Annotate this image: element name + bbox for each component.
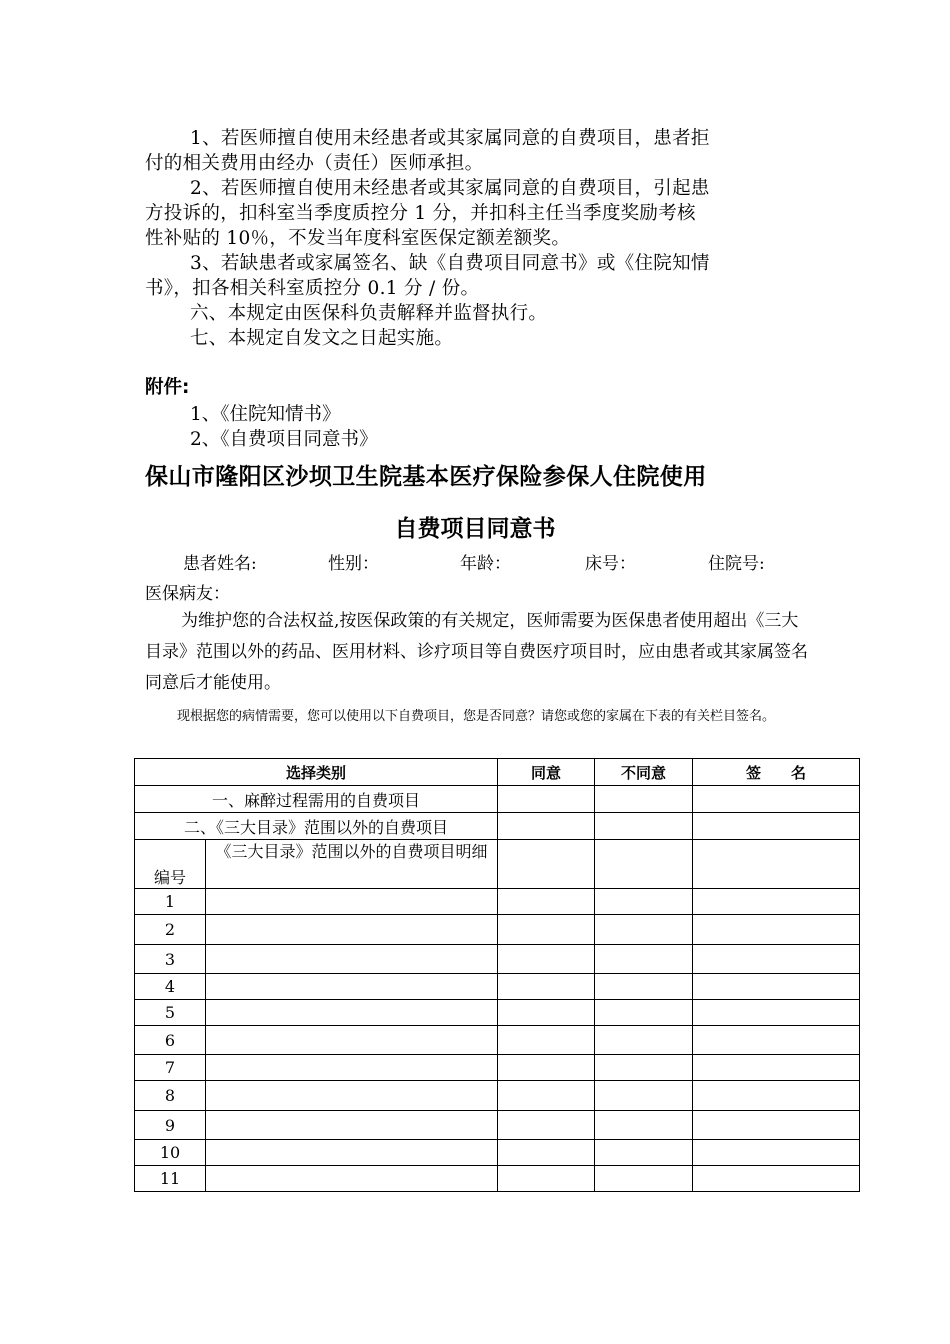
field-gender: 性别： [328,554,379,574]
disagree-cell[interactable] [595,945,693,974]
field-patient-name: 患者姓名: [183,554,257,574]
table-header-row [135,759,860,786]
consent-paragraph: 为维护您的合法权益,按医保政策的有关规定，医师需要为医保患者使用超出《三大目录》范围以外的药品、医用材料、诊疗项目等自费医疗项目时，应由患者或其家属签名同意后才能使用。 [145,611,808,693]
row-number: 8 [135,1081,206,1111]
table-row [135,1026,860,1055]
table-row [135,1166,860,1192]
agree-cell[interactable] [498,1000,595,1026]
rule-2-line-3: 性补贴的 10％，不发当年度科室医保定额差额奖。 [145,228,571,249]
item-cell[interactable] [206,889,498,915]
agree-cell[interactable] [498,1140,595,1166]
agree-cell[interactable] [498,786,595,813]
signature-cell[interactable] [693,1055,860,1081]
disagree-cell[interactable] [595,1166,693,1192]
item-cell[interactable] [206,1166,498,1192]
table-row [135,1140,860,1166]
form-title-line-1: 保山市隆阳区沙坝卫生院基本医疗保险参保人住院使用 [145,464,707,490]
agree-cell[interactable] [498,915,595,945]
item-cell[interactable] [206,1140,498,1166]
agree-cell[interactable] [498,974,595,1000]
item-cell[interactable] [206,945,498,974]
row-number: 5 [135,1000,206,1026]
agree-cell[interactable] [498,1026,595,1055]
disagree-cell[interactable] [595,786,693,813]
rule-1-line-1: 1、若医师擅自使用未经患者或其家属同意的自费项目，患者拒 [190,128,710,149]
signature-cell[interactable] [693,945,860,974]
rule-2 [145,176,810,251]
rule-1-line-2: 付的相关费用由经办（责任）医师承担。 [145,153,484,174]
detail-header-row [135,840,860,889]
attachment-item-1: 1、《住院知情书》 [190,404,341,425]
agree-cell[interactable] [498,1081,595,1111]
agree-cell[interactable] [498,889,595,915]
header-agree: 同意 [498,759,595,786]
table-row [135,889,860,915]
signature-cell[interactable] [693,1081,860,1111]
section-row-outside-catalog [135,813,860,840]
attachments-title: 附件: [145,377,190,398]
agree-cell[interactable] [498,1055,595,1081]
signature-cell[interactable] [693,813,860,840]
number-header: 编号 [135,840,206,889]
disagree-cell[interactable] [595,813,693,840]
agree-cell[interactable] [498,945,595,974]
row-number: 2 [135,915,206,945]
signature-cell[interactable] [693,1026,860,1055]
table-row [135,1111,860,1140]
consent-table [134,758,860,1192]
rule-2-line-2: 方投诉的，扣科室当季度质控分 1 分，并扣科主任当季度奖励考核 [145,203,696,224]
table-row [135,1055,860,1081]
header-category: 选择类别 [135,759,498,786]
table-row [135,974,860,1000]
row-number: 1 [135,889,206,915]
header-disagree: 不同意 [595,759,693,786]
signature-cell[interactable] [693,1111,860,1140]
rule-6 [145,301,810,326]
disagree-cell[interactable] [595,889,693,915]
header-signature: 签 名 [693,759,860,786]
item-cell[interactable] [206,974,498,1000]
row-number: 3 [135,945,206,974]
section-outside-catalog-label: 二、《三大目录》范围以外的自费项目 [135,813,498,840]
rule-7 [145,326,810,351]
section-anesthesia-label: 一、麻醉过程需用的自费项目 [135,786,498,813]
section-row-anesthesia [135,786,860,813]
detail-header: 《三大目录》范围以外的自费项目明细 [206,840,498,889]
detail-rows [135,889,860,1192]
consent-text [145,606,810,699]
item-cell[interactable] [206,1055,498,1081]
rule-3-line-1: 3、若缺患者或家属签名、缺《自费项目同意书》或《住院知情 [190,253,710,274]
rule-3 [145,251,810,301]
item-cell[interactable] [206,1081,498,1111]
row-number: 6 [135,1026,206,1055]
agree-cell[interactable] [498,1111,595,1140]
signature-cell[interactable] [693,1166,860,1192]
item-cell[interactable] [206,1026,498,1055]
notice-paragraph: 现根据您的病情需要，您可以使用以下自费项目，您是否同意？请您或您的家属在下表的有关栏目签名。 [177,709,776,724]
disagree-cell[interactable] [595,1140,693,1166]
table-row [135,1000,860,1026]
field-admission-number: 住院号: [708,554,765,574]
table-row [135,945,860,974]
rule-2-line-1: 2、若医师擅自使用未经患者或其家属同意的自费项目，引起患 [190,178,710,199]
item-cell[interactable] [206,1111,498,1140]
table-row [135,1081,860,1111]
field-bed-number: 床号： [585,554,636,574]
table-row [135,915,860,945]
attachment-item-2: 2、《自费项目同意书》 [190,429,378,450]
disagree-cell[interactable] [595,1000,693,1026]
agree-cell[interactable] [498,840,595,889]
field-age: 年龄： [460,554,511,574]
item-cell[interactable] [206,1000,498,1026]
row-number: 9 [135,1111,206,1140]
form-title-line-2: 自费项目同意书 [394,516,556,542]
rule-7-line-1: 七、本规定自发文之日起实施。 [190,328,454,349]
signature-cell[interactable] [693,1000,860,1026]
rule-6-line-1: 六、本规定由医保科负责解释并监督执行。 [190,303,548,324]
row-number: 4 [135,974,206,1000]
disagree-cell[interactable] [595,840,693,889]
item-cell[interactable] [206,915,498,945]
row-number: 11 [135,1166,206,1192]
disagree-cell[interactable] [595,974,693,1000]
notice-text [145,701,810,732]
disagree-cell[interactable] [595,1055,693,1081]
rule-3-line-2: 书》，扣各相关科室质控分 0.1 分 / 份。 [145,278,480,299]
signature-cell[interactable] [693,840,860,889]
signature-cell[interactable] [693,786,860,813]
disagree-cell[interactable] [595,1081,693,1111]
row-number: 10 [135,1140,206,1166]
disagree-cell[interactable] [595,915,693,945]
agree-cell[interactable] [498,1166,595,1192]
row-number: 7 [135,1055,206,1081]
greeting: 医保病友： [145,584,230,604]
signature-cell[interactable] [693,889,860,915]
signature-cell[interactable] [693,1140,860,1166]
signature-cell[interactable] [693,915,860,945]
disagree-cell[interactable] [595,1026,693,1055]
signature-cell[interactable] [693,974,860,1000]
agree-cell[interactable] [498,813,595,840]
rule-1 [145,126,810,176]
disagree-cell[interactable] [595,1111,693,1140]
